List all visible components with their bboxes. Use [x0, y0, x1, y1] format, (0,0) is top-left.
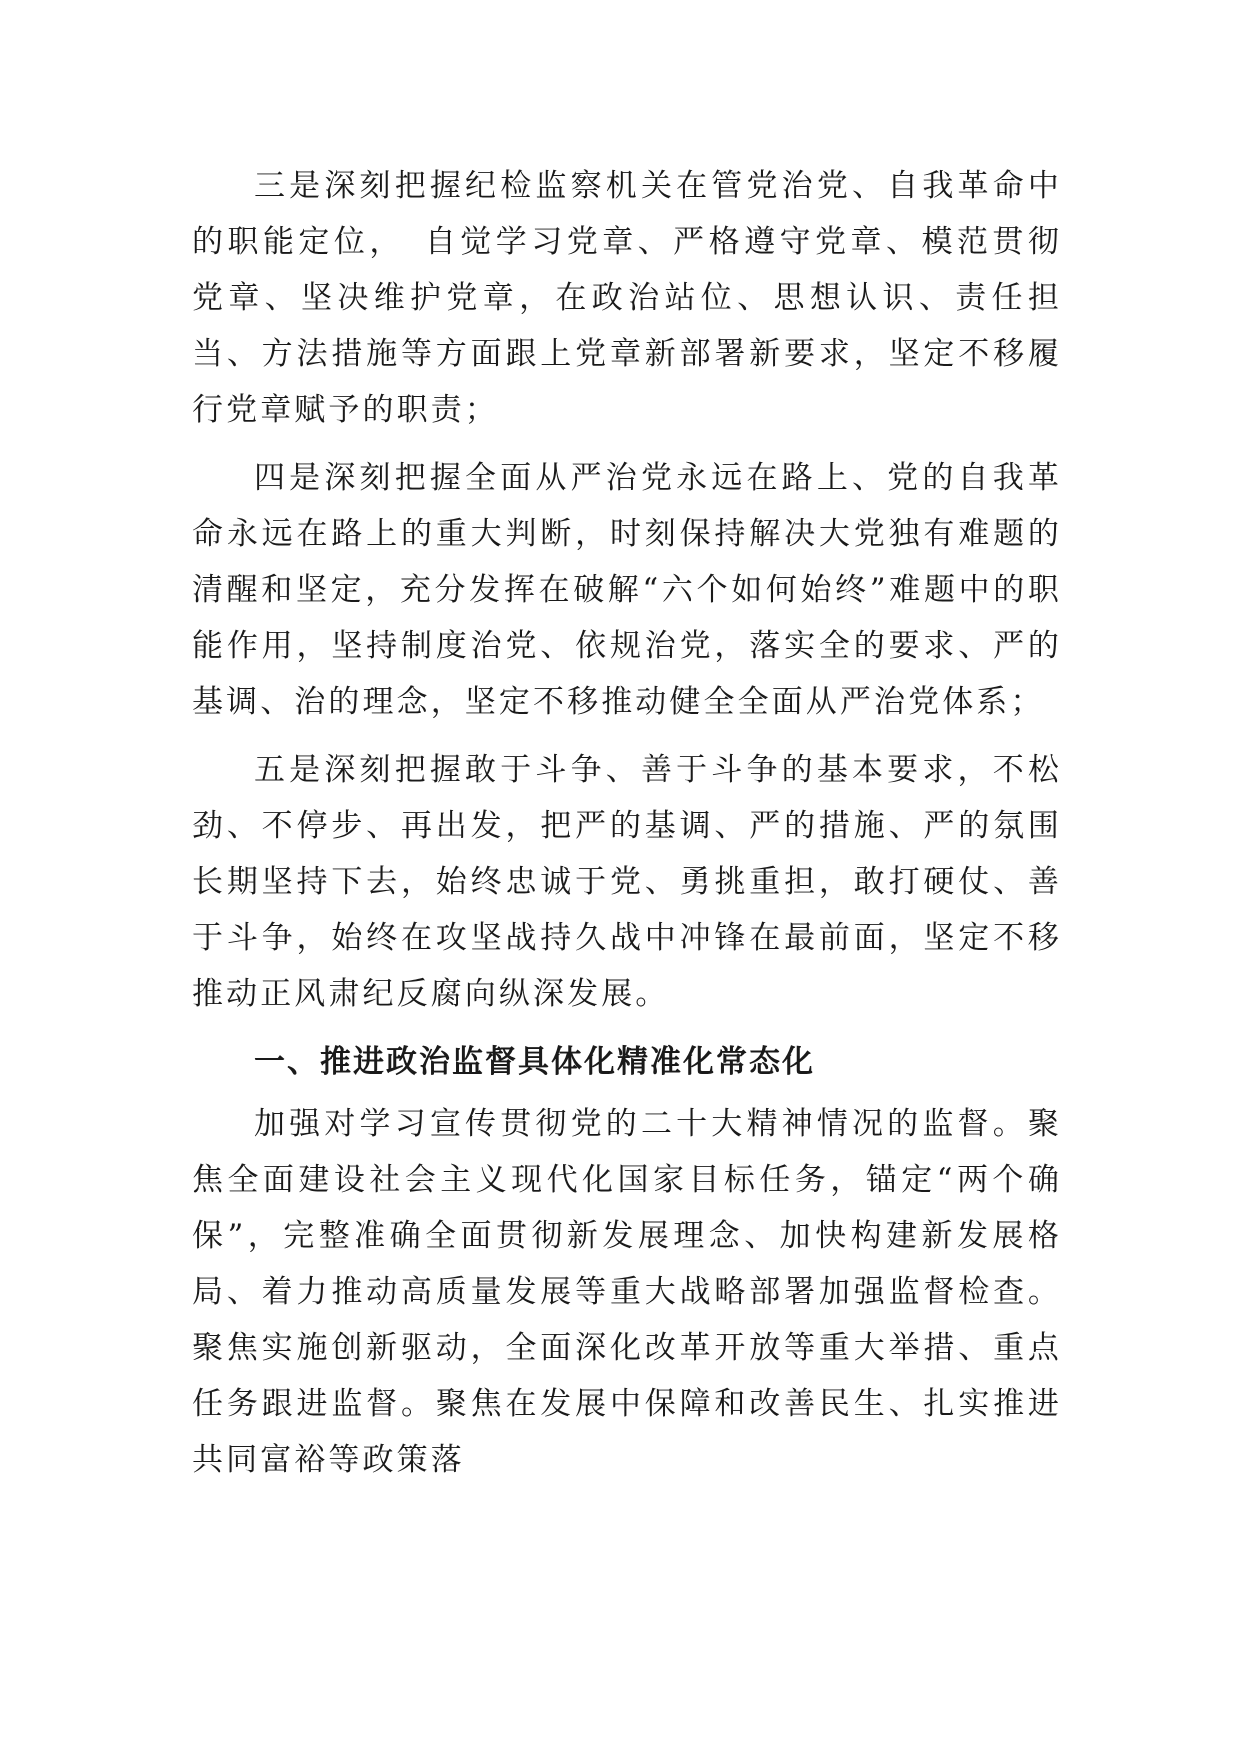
section-heading: 一、推进政治监督具体化精准化常态化 [254, 1044, 815, 1080]
document-body [192, 158, 1062, 1488]
paragraph-point-five: 五是深刻把握敢于斗争、善于斗争的基本要求，不松劲、不停步、再出发，把严的基调、严的措施、严的氛围长期坚持下去，始终忠诚于党、勇挑重担，敢打硬仗、善于斗争，始终在攻坚战持久战中冲锋在最前面，坚定不移推动正风肃纪反腐向纵深发展。 [192, 752, 1062, 1012]
paragraph-political-supervision: 加强对学习宣传贯彻党的二十大精神情况的监督。聚焦全面建设社会主义现代化国家目标任务，锚定“两个确保”，完整准确全面贯彻新发展理念、加快构建新发展格局、着力推动高质量发展等重大战略部署加强监督检查。聚焦实施创新驱动，全面深化改革开放等重大举措、重点任务跟进监督。聚焦在发展中保障和改善民生、扎实推进共同富裕等政策落 [192, 1106, 1062, 1478]
paragraph-point-four: 四是深刻把握全面从严治党永远在路上、党的自我革命永远在路上的重大判断，时刻保持解决大党独有难题的清醒和坚定，充分发挥在破解“六个如何始终”难题中的职能作用，坚持制度治党、依规治党，落实全的要求、严的基调、治的理念，坚定不移推动健全全面从严治党体系； [192, 460, 1062, 720]
paragraph-point-three: 三是深刻把握纪检监察机关在管党治党、自我革命中的职能定位， 自觉学习党章、严格遵守党章、模范贯彻党章、坚决维护党章，在政治站位、思想认识、责任担当、方法措施等方面跟上党章新部署新要求，坚定不移履行党章赋予的职责； [192, 168, 1062, 428]
